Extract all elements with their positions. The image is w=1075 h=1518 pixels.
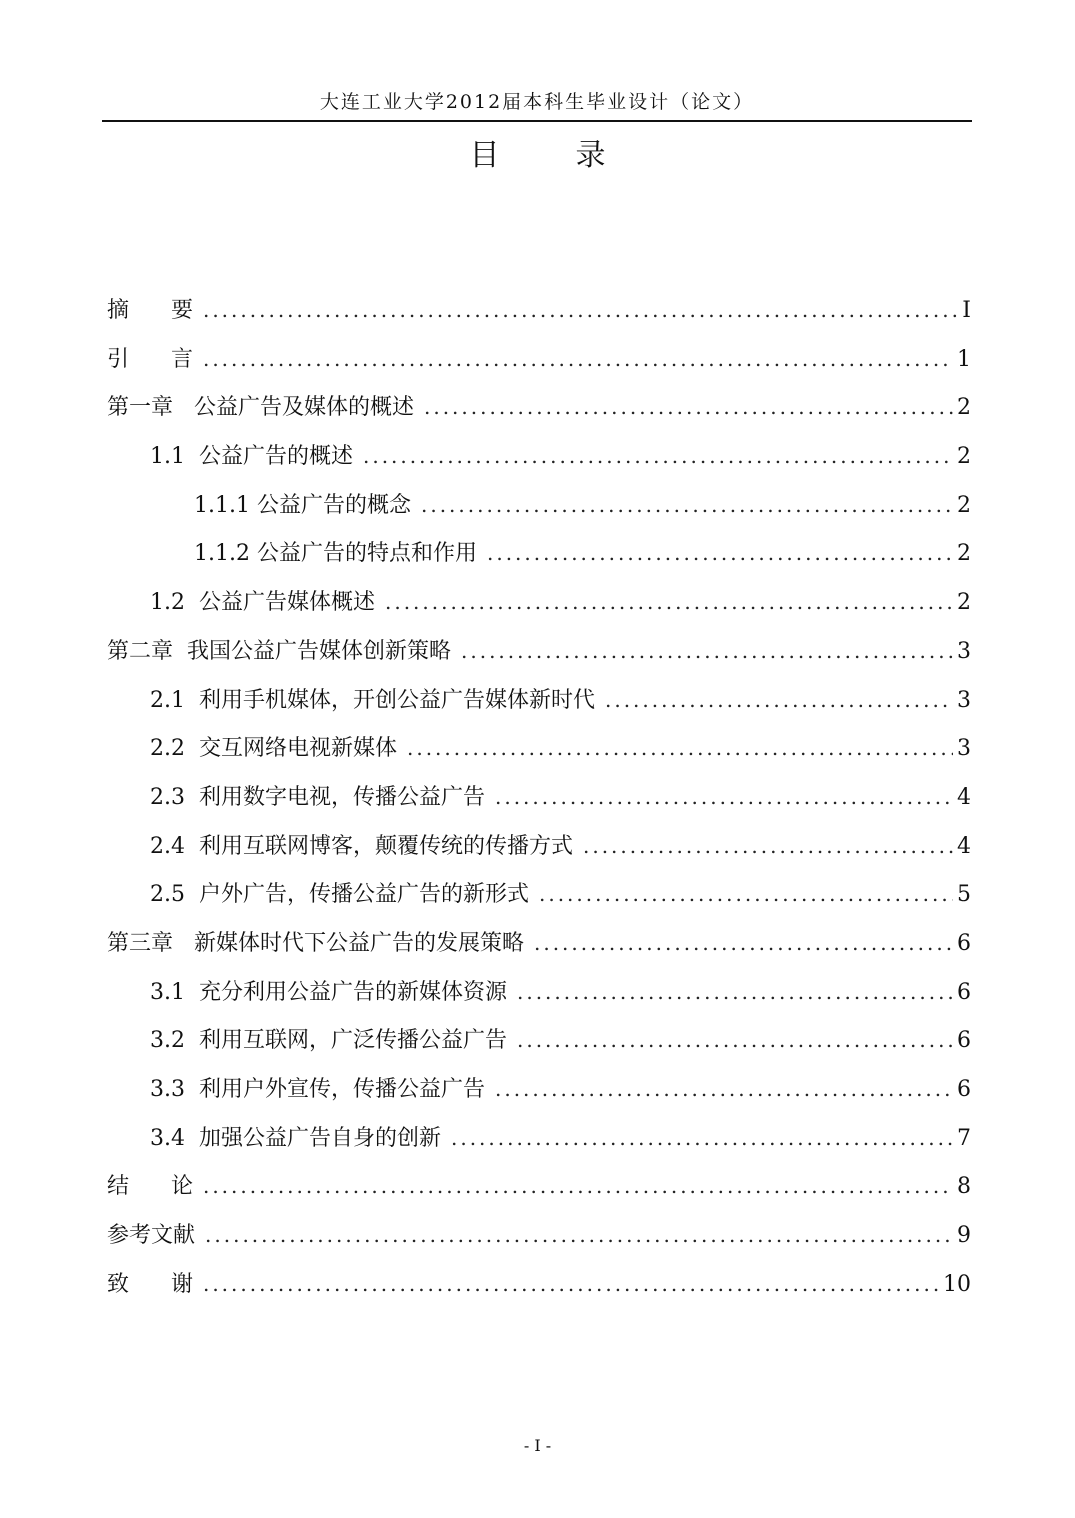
toc-leader-dots <box>517 968 953 1017</box>
toc-entry-page: 3 <box>957 638 971 664</box>
toc-leader-dots <box>583 822 953 871</box>
toc-leader-dots <box>451 1114 953 1163</box>
toc-leader-dots <box>487 529 953 578</box>
toc-leader-dots <box>363 432 953 481</box>
toc-title-char-2: 录 <box>575 138 606 173</box>
toc-entry-page: 2 <box>957 541 971 567</box>
toc-entry[interactable] <box>107 724 971 773</box>
toc-entry-label: 3.2 利用互联网，广泛传播公益广告 <box>150 1028 507 1054</box>
toc-entry[interactable] <box>107 773 971 822</box>
toc-entry[interactable] <box>107 1016 971 1065</box>
toc-entry-page: 9 <box>957 1223 971 1249</box>
toc-entry-label: 2.3 利用数字电视，传播公益广告 <box>150 784 485 810</box>
toc-leader-dots <box>605 676 953 725</box>
toc-entry[interactable] <box>107 383 971 432</box>
toc-entry-label: 2.5 户外广告，传播公益广告的新形式 <box>150 882 529 908</box>
toc-leader-dots <box>495 1065 953 1114</box>
toc-leader-dots <box>421 481 953 530</box>
toc-leader-dots <box>203 1260 939 1309</box>
toc-entry-label: 2.2 交互网络电视新媒体 <box>150 736 397 762</box>
toc-entry[interactable] <box>107 968 971 1017</box>
toc-leader-dots <box>203 335 953 384</box>
toc-entry-label: 1.1.2 公益广告的特点和作用 <box>194 541 477 567</box>
toc-entry-page: 3 <box>957 736 971 762</box>
toc-entry-page: 2 <box>957 395 971 421</box>
toc-entry-label: 2.1 利用手机媒体，开创公益广告媒体新时代 <box>150 687 595 713</box>
toc-entry-page: I <box>962 298 971 323</box>
toc-entry[interactable] <box>107 432 971 481</box>
toc-entry[interactable] <box>107 481 971 530</box>
toc-entry-page: 7 <box>957 1125 971 1151</box>
toc-leader-dots <box>407 724 953 773</box>
toc-entry-page: 6 <box>957 979 971 1005</box>
toc-entry-page: 6 <box>957 1028 971 1054</box>
toc-entry-label: 1.1.1 公益广告的概念 <box>194 492 411 518</box>
toc-entry-page: 2 <box>957 444 971 470</box>
running-header: 大连工业大学2012届本科生毕业设计（论文） <box>319 91 755 113</box>
toc-leader-dots <box>461 627 953 676</box>
toc-entry-label: 3.3 利用户外宣传，传播公益广告 <box>150 1077 485 1102</box>
toc-title <box>0 136 1075 176</box>
toc-entry-page: 10 <box>943 1271 971 1297</box>
toc-entry[interactable] <box>107 919 971 968</box>
toc-title-char-1: 目 <box>469 138 500 173</box>
toc-leader-dots <box>517 1016 953 1065</box>
toc-entry-page: 4 <box>957 784 971 810</box>
toc-entry-label: 第一章 公益广告及媒体的概述 <box>107 395 414 421</box>
toc-leader-dots <box>495 773 953 822</box>
toc-entry-label: 摘 要 <box>107 298 193 323</box>
toc-entry-page: 3 <box>957 687 971 713</box>
toc-entry-label: 结 论 <box>107 1174 193 1200</box>
page-number: - I - <box>523 1436 552 1455</box>
toc-entry[interactable] <box>107 870 971 919</box>
toc-entry[interactable] <box>107 578 971 627</box>
toc-entry[interactable] <box>107 676 971 725</box>
toc-entry[interactable] <box>107 1114 971 1163</box>
toc-entry-page: 5 <box>957 882 971 908</box>
toc-entry-label: 第二章 我国公益广告媒体创新策略 <box>107 638 451 664</box>
toc-entry[interactable] <box>107 1162 971 1211</box>
toc-entry[interactable] <box>107 1065 971 1114</box>
toc-entry-label: 参考文献 <box>107 1223 196 1249</box>
toc-leader-dots <box>534 919 953 968</box>
toc-entry-label: 引 言 <box>107 346 193 372</box>
toc-entry[interactable] <box>107 822 971 871</box>
table-of-contents <box>107 286 971 1308</box>
toc-entry-page: 1 <box>957 346 971 372</box>
toc-entry-label: 1.2 公益广告媒体概述 <box>150 590 375 616</box>
toc-entry[interactable] <box>107 286 971 335</box>
toc-entry-label: 3.1 充分利用公益广告的新媒体资源 <box>150 979 507 1005</box>
toc-entry-page: 4 <box>957 833 971 859</box>
toc-entry-page: 2 <box>957 492 971 518</box>
toc-entry[interactable] <box>107 627 971 676</box>
toc-entry-page: 6 <box>957 1077 971 1102</box>
toc-entry-label: 致 谢 <box>107 1271 193 1297</box>
header-rule <box>102 120 972 122</box>
toc-entry[interactable] <box>107 1211 971 1260</box>
toc-entry-label: 2.4 利用互联网博客，颠覆传统的传播方式 <box>150 833 573 859</box>
toc-entry-label: 3.4 加强公益广告自身的创新 <box>150 1125 441 1151</box>
toc-entry[interactable] <box>107 335 971 384</box>
toc-leader-dots <box>385 578 953 627</box>
toc-leader-dots <box>203 1162 953 1211</box>
toc-entry[interactable] <box>107 1260 971 1309</box>
toc-entry-page: 2 <box>957 590 971 616</box>
toc-leader-dots <box>424 383 953 432</box>
toc-leader-dots <box>203 286 958 335</box>
toc-entry-page: 6 <box>957 930 971 956</box>
toc-entry-label: 第三章 新媒体时代下公益广告的发展策略 <box>107 930 524 956</box>
toc-entry-page: 8 <box>957 1174 971 1200</box>
toc-leader-dots <box>205 1211 953 1260</box>
toc-leader-dots <box>539 870 953 919</box>
toc-entry-label: 1.1 公益广告的概述 <box>150 444 353 470</box>
toc-entry[interactable] <box>107 529 971 578</box>
